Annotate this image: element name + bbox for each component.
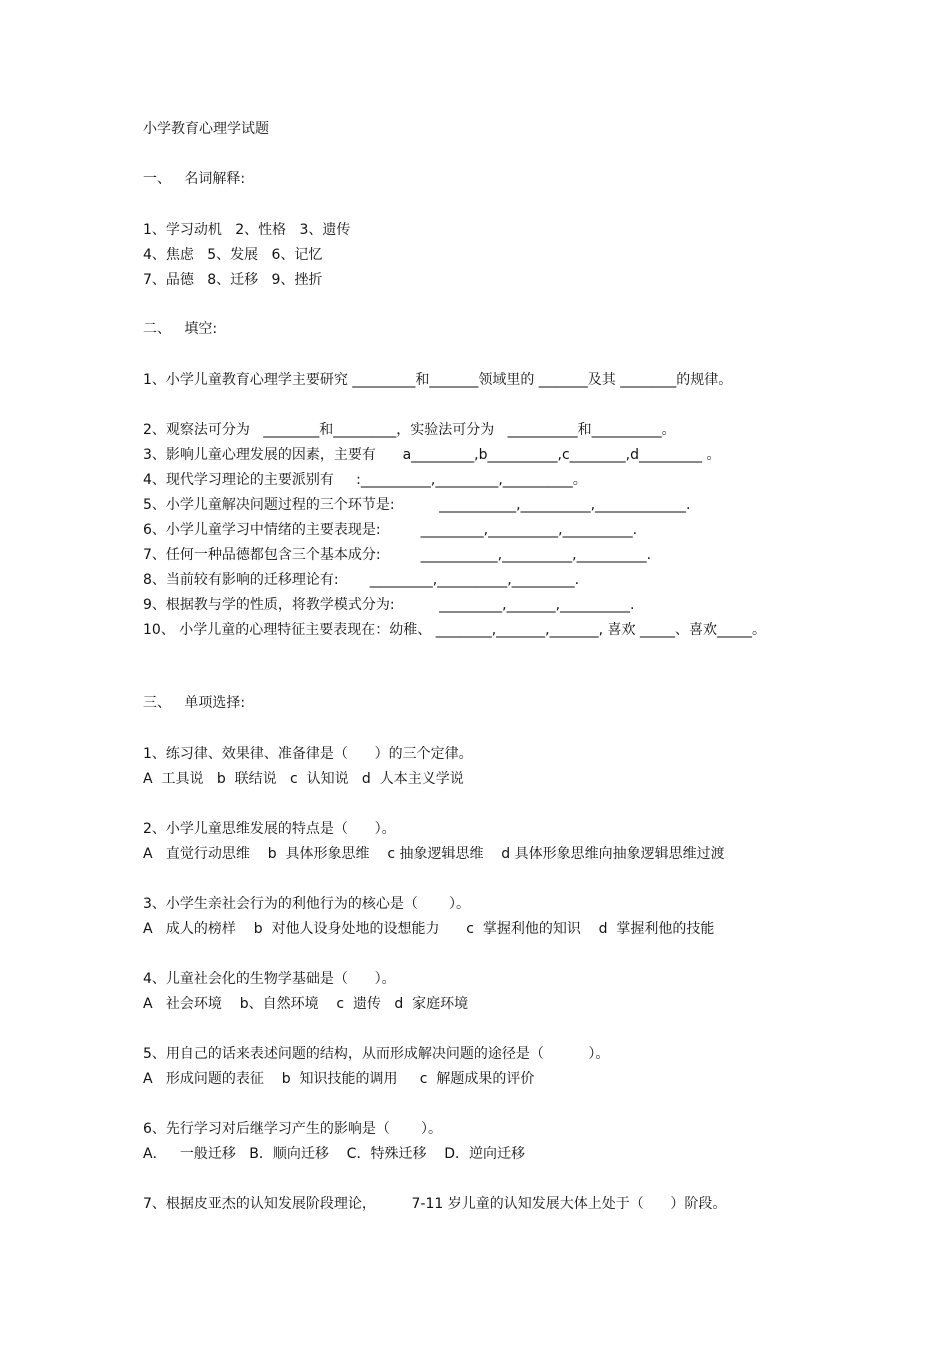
fill-blank-item: 5、小学儿童解决问题过程的三个环节是: ___________,__________,_____________. bbox=[143, 497, 691, 513]
section-heading-fill-blank: 二、 填空: bbox=[143, 321, 218, 337]
fill-blank-item: 3、影响儿童心理发展的因素，主要有 a_________,b__________,c________,d_________ 。 bbox=[143, 447, 721, 463]
choice-options: A 社会环境 b、自然环境 c 遗传 d 家庭环境 bbox=[143, 996, 469, 1012]
fill-blank-item: 8、当前较有影响的迁移理论有: _________,__________,_________. bbox=[143, 572, 580, 588]
choice-question: 4、儿童社会化的生物学基础是（ ）。 bbox=[143, 971, 396, 987]
fill-blank-item: 7、任何一种品德都包含三个基本成分: ___________,__________,__________. bbox=[143, 547, 652, 563]
choice-question: 2、小学儿童思维发展的特点是（ ）。 bbox=[143, 821, 396, 837]
choice-options: A 直觉行动思维 b 具体形象思维 c 抽象逻辑思维 d 具体形象思维向抽象逻辑思维过渡 bbox=[143, 846, 725, 862]
choice-options: A 工具说 b 联结说 c 认知说 d 人本主义学说 bbox=[143, 771, 464, 787]
fill-blank-item: 9、根据教与学的性质，将教学模式分为: _________,_______,__________. bbox=[143, 597, 635, 613]
choice-question: 3、小学生亲社会行为的利他行为的核心是（ ）。 bbox=[143, 896, 471, 912]
fill-blank-item: 6、小学儿童学习中情绪的主要表现是: _________,__________,__________. bbox=[143, 522, 638, 538]
fill-blank-item: 1、小学儿童教育心理学主要研究 _________和_______领域里的 _______及其 ________的规律。 bbox=[143, 372, 733, 388]
choice-options: A 形成问题的表征 b 知识技能的调用 c 解题成果的评价 bbox=[143, 1071, 535, 1087]
section-heading-single-choice: 三、 单项选择: bbox=[143, 695, 246, 711]
choice-question: 6、先行学习对后继学习产生的影响是（ ）。 bbox=[143, 1121, 443, 1137]
definitions-line: 7、品德 8、迁移 9、挫折 bbox=[143, 272, 323, 288]
definitions-line: 1、学习动机 2、性格 3、遗传 bbox=[143, 222, 351, 238]
choice-options: A． 一般迁移 B．顺向迁移 C．特殊迁移 D．逆向迁移 bbox=[143, 1146, 526, 1162]
choice-question: 1、练习律、效果律、准备律是（ ）的三个定律。 bbox=[143, 746, 473, 762]
fill-blank-item: 10、 小学儿童的心理特征主要表现在：幼稚、 ________,_______,_______, 喜欢 _____、喜欢_____。 bbox=[143, 622, 766, 638]
choice-options: A 成人的榜样 b 对他人设身处地的设想能力 c 掌握利他的知识 d 掌握利他的技能 bbox=[143, 921, 715, 937]
section-heading-definitions: 一、 名词解释: bbox=[143, 171, 246, 187]
page-title: 小学教育心理学试题 bbox=[143, 121, 269, 137]
fill-blank-item: 2、观察法可分为 ________和_________，实验法可分为 __________和__________。 bbox=[143, 422, 676, 438]
choice-question: 5、用自己的话来表述问题的结构，从而形成解决问题的途径是（ ）。 bbox=[143, 1046, 610, 1062]
choice-question: 7、根据皮亚杰的认知发展阶段理论， 7-11 岁儿童的认知发展大体上处于（ ）阶段。 bbox=[143, 1196, 727, 1212]
fill-blank-item: 4、现代学习理论的主要派别有 :__________,_________,__________。 bbox=[143, 472, 587, 488]
definitions-line: 4、焦虑 5、发展 6、记忆 bbox=[143, 247, 323, 263]
